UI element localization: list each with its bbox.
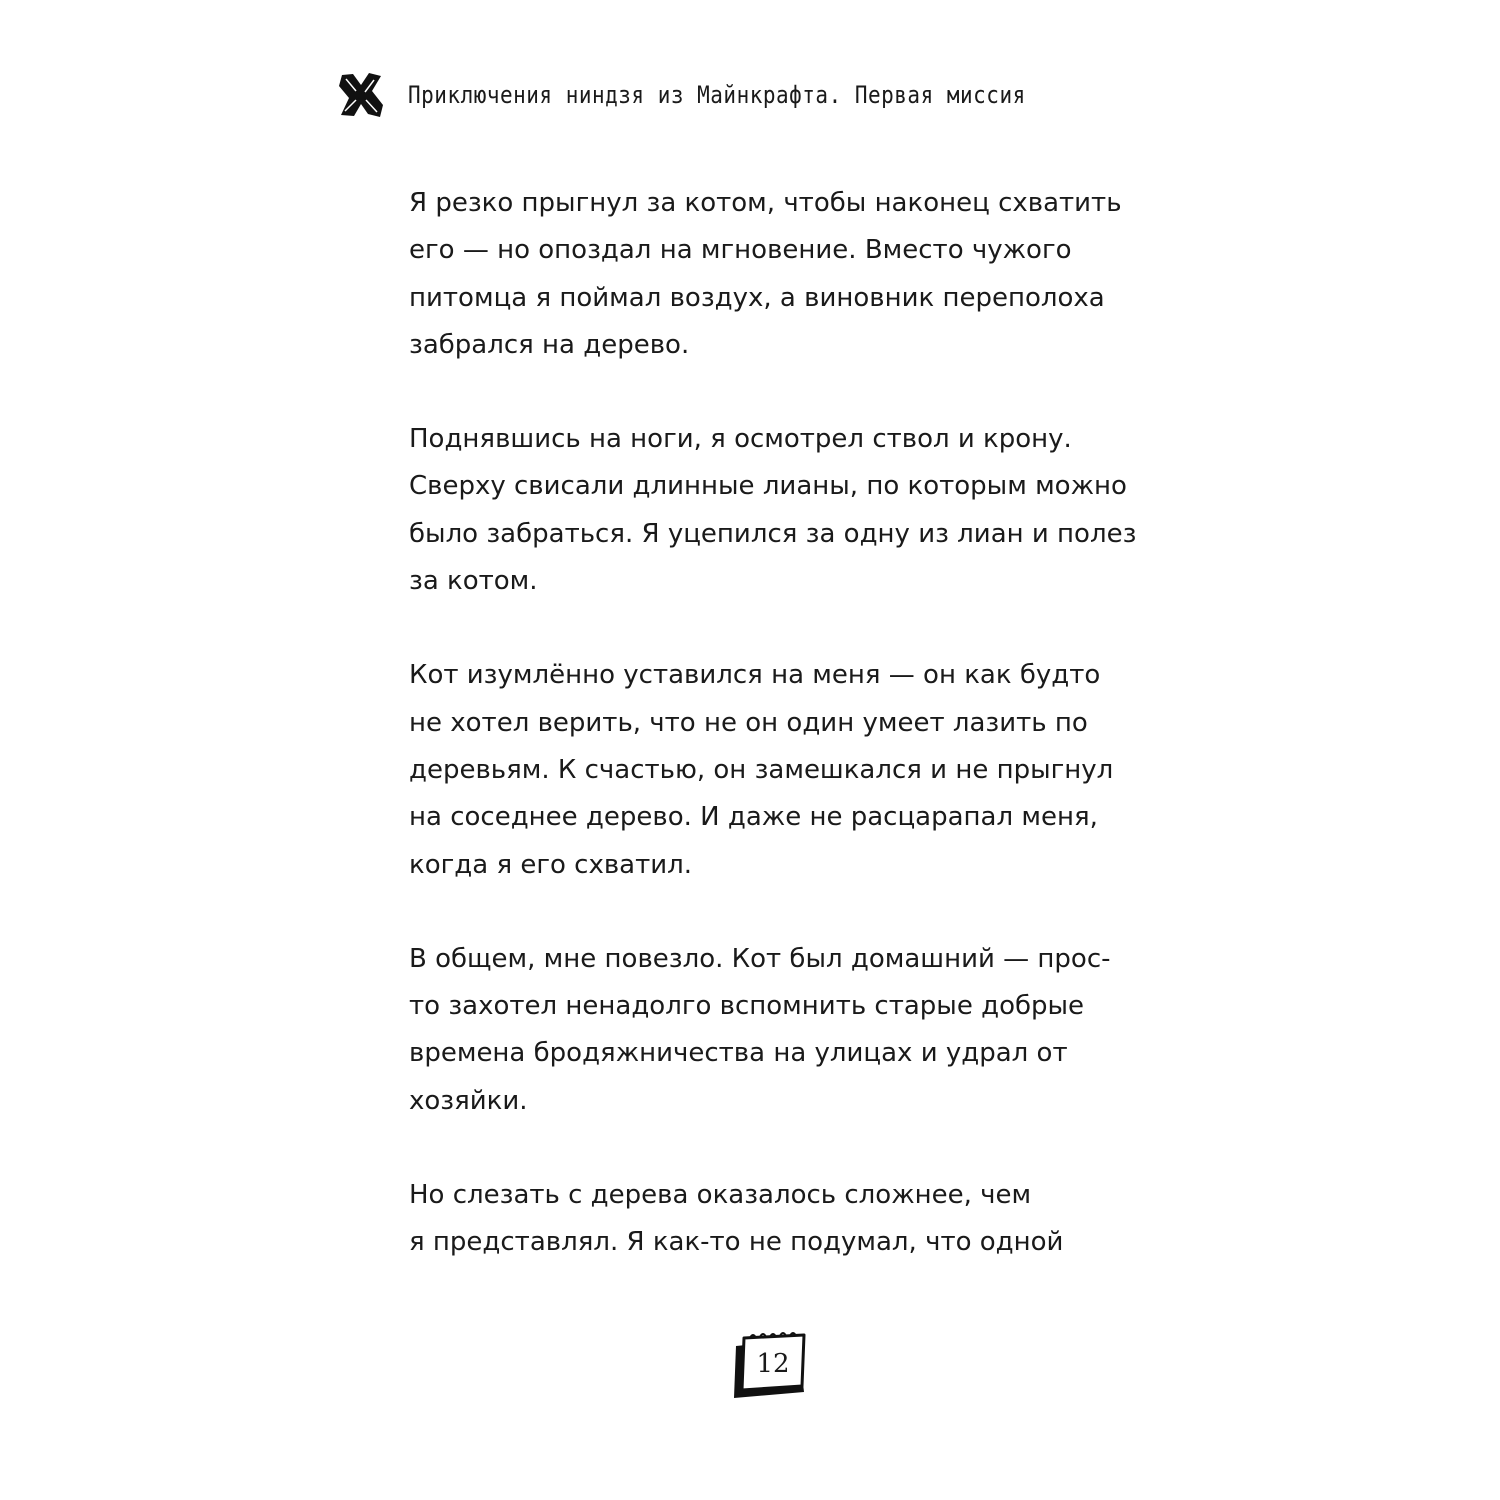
text-line: хозяйки. bbox=[409, 1085, 528, 1116]
paragraph bbox=[409, 936, 1149, 1125]
page-number-label: 12 bbox=[756, 1349, 790, 1379]
text-line: я представлял. Я как-то не подумал, что одной bbox=[409, 1227, 1064, 1258]
book-title: Приключения ниндзя из Майнкрафта. Первая миссия bbox=[408, 81, 1026, 109]
text-line: Кот изумлённо уставился на меня — он как будто bbox=[409, 660, 1101, 691]
page-number bbox=[728, 1326, 812, 1404]
text-line: Поднявшись на ноги, я осмотрел ствол и крону. bbox=[409, 424, 1072, 455]
x-mark-icon bbox=[336, 71, 386, 119]
text-line: Сверху свисали длинные лианы, по которым можно bbox=[409, 471, 1127, 502]
paragraph bbox=[409, 652, 1149, 888]
text-line: его — но опоздал на мгновение. Вместо чужого bbox=[409, 235, 1072, 266]
text-line: времена бродяжничества на улицах и удрал от bbox=[409, 1038, 1068, 1069]
paragraph bbox=[409, 416, 1149, 605]
body-text bbox=[409, 180, 1149, 1314]
text-line: питомца я поймал воздух, а виновник переполоха bbox=[409, 282, 1105, 313]
text-line: деревьям. К счастью, он замешкался и не прыгнул bbox=[409, 754, 1114, 785]
text-line: Я резко прыгнул за котом, чтобы наконец схватить bbox=[409, 188, 1122, 218]
text-line: было забраться. Я уцепился за одну из лиан и полез bbox=[409, 518, 1137, 549]
paragraph bbox=[409, 1172, 1149, 1267]
text-line: то захотел ненадолго вспомнить старые добрые bbox=[409, 991, 1085, 1022]
text-line: забрался на дерево. bbox=[409, 329, 690, 360]
paragraph bbox=[409, 180, 1149, 369]
text-line: за котом. bbox=[409, 566, 538, 597]
text-line: не хотел верить, что не он один умеет лазить по bbox=[409, 707, 1088, 738]
running-header bbox=[336, 70, 1026, 120]
text-line: на соседнее дерево. И даже не расцарапал меня, bbox=[409, 802, 1098, 833]
text-line: когда я его схватил. bbox=[409, 849, 693, 880]
text-line: Но слезать с дерева оказалось сложнее, чем bbox=[409, 1180, 1032, 1211]
text-line: В общем, мне повезло. Кот был домашний — прос- bbox=[409, 943, 1111, 974]
